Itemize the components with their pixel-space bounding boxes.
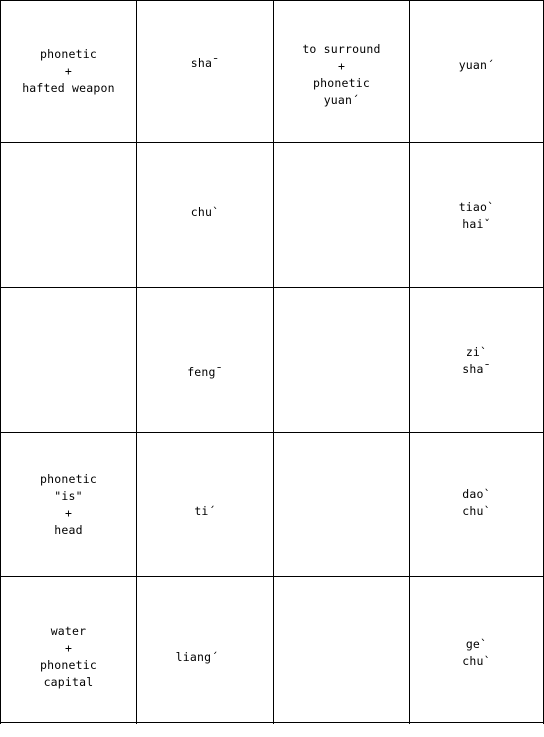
card-cell xyxy=(410,577,543,729)
card-text: zi` sha¯ xyxy=(462,344,491,376)
card-cell xyxy=(274,1,409,149)
card-text: sha¯ xyxy=(190,56,220,70)
card-text: water + phonetic capital xyxy=(40,624,97,689)
card-cell xyxy=(410,288,543,433)
card-text: liang´ xyxy=(175,649,219,664)
card-cell xyxy=(274,143,409,287)
card-text: dao` chu` xyxy=(462,487,491,518)
card-text: ge` chu` xyxy=(462,637,491,668)
card-cell xyxy=(410,1,543,129)
card-text: feng¯ xyxy=(187,364,223,379)
card-cell xyxy=(274,288,409,432)
card-text: tiao` haiˇ xyxy=(458,199,495,231)
card-text: phonetic "is" + head xyxy=(40,471,97,537)
card-cell xyxy=(137,288,273,456)
card-cell xyxy=(410,433,543,573)
card-cell xyxy=(137,1,273,126)
card-cell xyxy=(1,143,136,287)
card-cell xyxy=(274,577,409,722)
card-cell xyxy=(137,433,273,590)
card-text: phonetic + hafted weapon xyxy=(22,47,115,95)
card-cell xyxy=(137,143,273,281)
card-text: ti´ xyxy=(194,504,216,518)
card-cell xyxy=(1,288,136,432)
card-text: yuan´ xyxy=(458,57,495,72)
card-cell xyxy=(137,577,257,737)
card-cell xyxy=(1,577,136,737)
card-cell xyxy=(274,433,409,576)
card-cell xyxy=(1,1,136,142)
card-text: to surround + phonetic yuan´ xyxy=(302,42,381,107)
card-cell xyxy=(410,143,543,288)
card-cell xyxy=(1,433,136,576)
card-text: chu` xyxy=(190,204,220,219)
